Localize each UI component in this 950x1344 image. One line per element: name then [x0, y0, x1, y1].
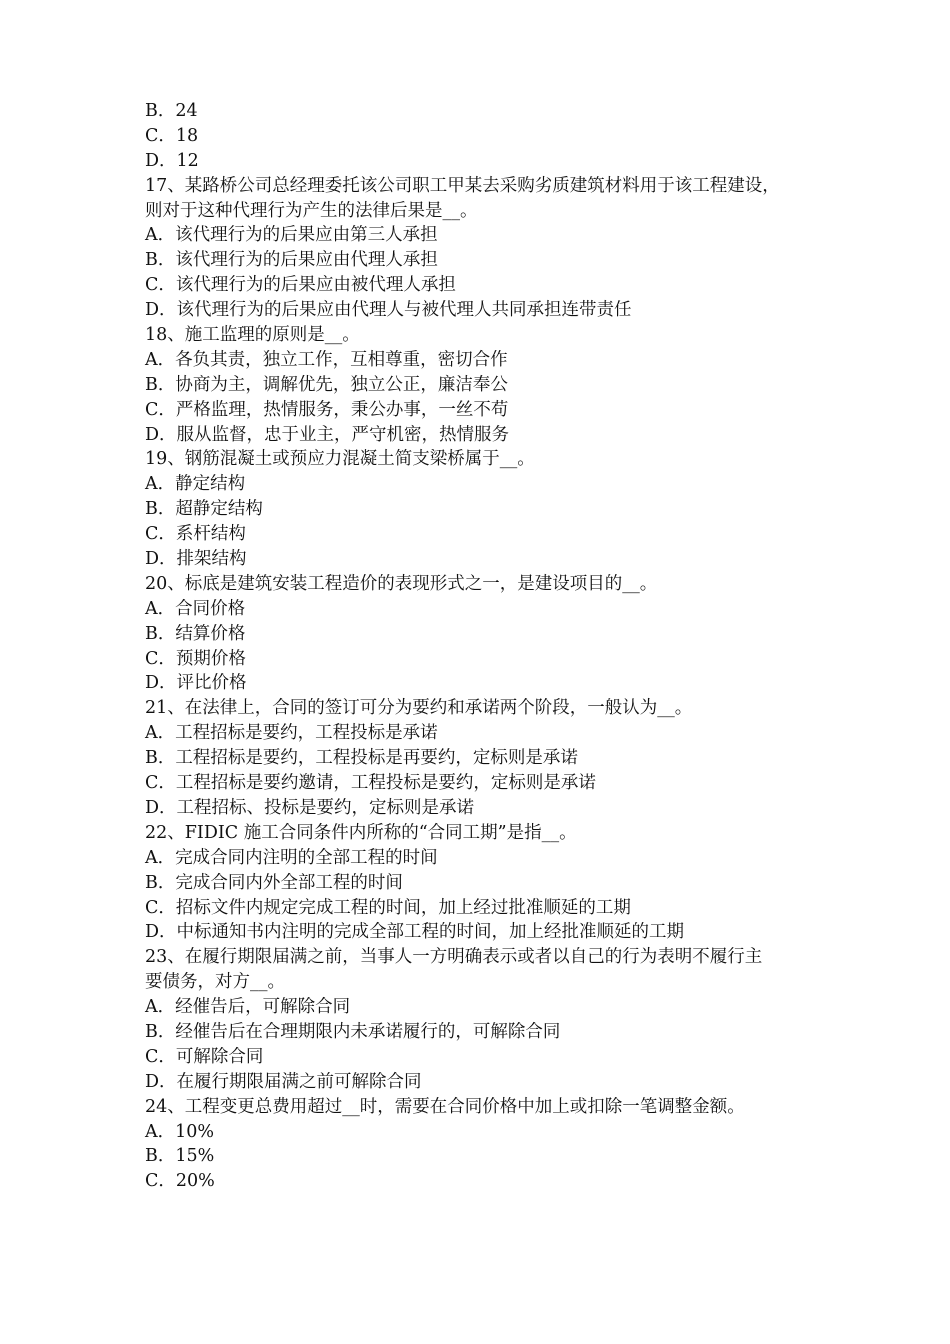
- option-line: D．排架结构: [145, 549, 247, 570]
- option-line: C．该代理行为的后果应由被代理人承担: [145, 275, 456, 296]
- option-line: C．系杆结构: [145, 524, 246, 545]
- option-line: C．18: [145, 125, 199, 146]
- option-line: D．该代理行为的后果应由代理人与被代理人共同承担连带责任: [145, 300, 632, 321]
- option-line: B．15%: [145, 1146, 215, 1167]
- option-line: A．10%: [145, 1121, 215, 1142]
- question-22: 22、FIDIC 施工合同条件内所称的“合同工期”是指__。: [145, 822, 577, 843]
- option-line: C．招标文件内规定完成工程的时间，加上经过批准顺延的工期: [145, 897, 631, 918]
- option-line: B．工程招标是要约，工程投标是再要约，定标则是承诺: [145, 748, 578, 769]
- option-line: C．严格监理，热情服务，秉公办事，一丝不苟: [145, 399, 509, 420]
- option-line: A．静定结构: [145, 474, 246, 495]
- question-18: 18、施工监理的原则是__。: [145, 325, 360, 346]
- option-line: A．合同价格: [145, 598, 246, 619]
- option-line: A．各负其责，独立工作，互相尊重，密切合作: [145, 349, 508, 370]
- option-line: B．经催告后在合理期限内未承诺履行的，可解除合同: [145, 1021, 561, 1042]
- option-line: A．经催告后，可解除合同: [145, 997, 351, 1018]
- option-line: B．24: [145, 101, 198, 121]
- option-line: B．结算价格: [145, 623, 246, 644]
- option-line: D．12: [145, 150, 199, 171]
- option-line: B．完成合同内外全部工程的时间: [145, 872, 403, 893]
- option-line: A．工程招标是要约，工程投标是承诺: [145, 723, 438, 744]
- option-line: D．服从监督，忠于业主，严守机密，热情服务: [145, 424, 510, 445]
- option-line: B．超静定结构: [145, 499, 263, 520]
- question-23: 23、在履行期限届满之前，当事人一方明确表示或者以自己的行为表明不履行主: [145, 947, 763, 968]
- question-23-continued: 要债务，对方__。: [145, 972, 285, 993]
- option-line: C．20%: [145, 1171, 215, 1192]
- question-24: 24、工程变更总费用超过__时，需要在合同价格中加上或扣除一笔调整金额。: [145, 1096, 745, 1117]
- question-17: 17、某路桥公司总经理委托该公司职工甲某去采购劣质建筑材料用于该工程建设，: [145, 175, 780, 196]
- question-17-continued: 则对于这种代理行为产生的法律后果是__。: [145, 200, 478, 221]
- option-line: D．工程招标、投标是要约，定标则是承诺: [145, 797, 475, 818]
- option-line: C．预期价格: [145, 648, 246, 669]
- option-line: A．完成合同内注明的全部工程的时间: [145, 847, 438, 868]
- option-line: C．可解除合同: [145, 1046, 264, 1067]
- option-line: D．在履行期限届满之前可解除合同: [145, 1071, 422, 1092]
- option-line: B．协商为主，调解优先，独立公正，廉洁奉公: [145, 374, 508, 395]
- document-page: [145, 99, 845, 1194]
- question-19: 19、钢筋混凝土或预应力混凝土简支梁桥属于__。: [145, 449, 535, 470]
- question-20: 20、标底是建筑安装工程造价的表现形式之一，是建设项目的__。: [145, 573, 658, 594]
- option-line: D．评比价格: [145, 673, 247, 694]
- option-line: C．工程招标是要约邀请，工程投标是要约，定标则是承诺: [145, 773, 596, 794]
- option-line: D．中标通知书内注明的完成全部工程的时间，加上经批准顺延的工期: [145, 922, 685, 943]
- question-21: 21、在法律上，合同的签订可分为要约和承诺两个阶段，一般认为__。: [145, 698, 693, 719]
- option-line: B．该代理行为的后果应由代理人承担: [145, 250, 438, 271]
- option-line: A．该代理行为的后果应由第三人承担: [145, 225, 438, 246]
